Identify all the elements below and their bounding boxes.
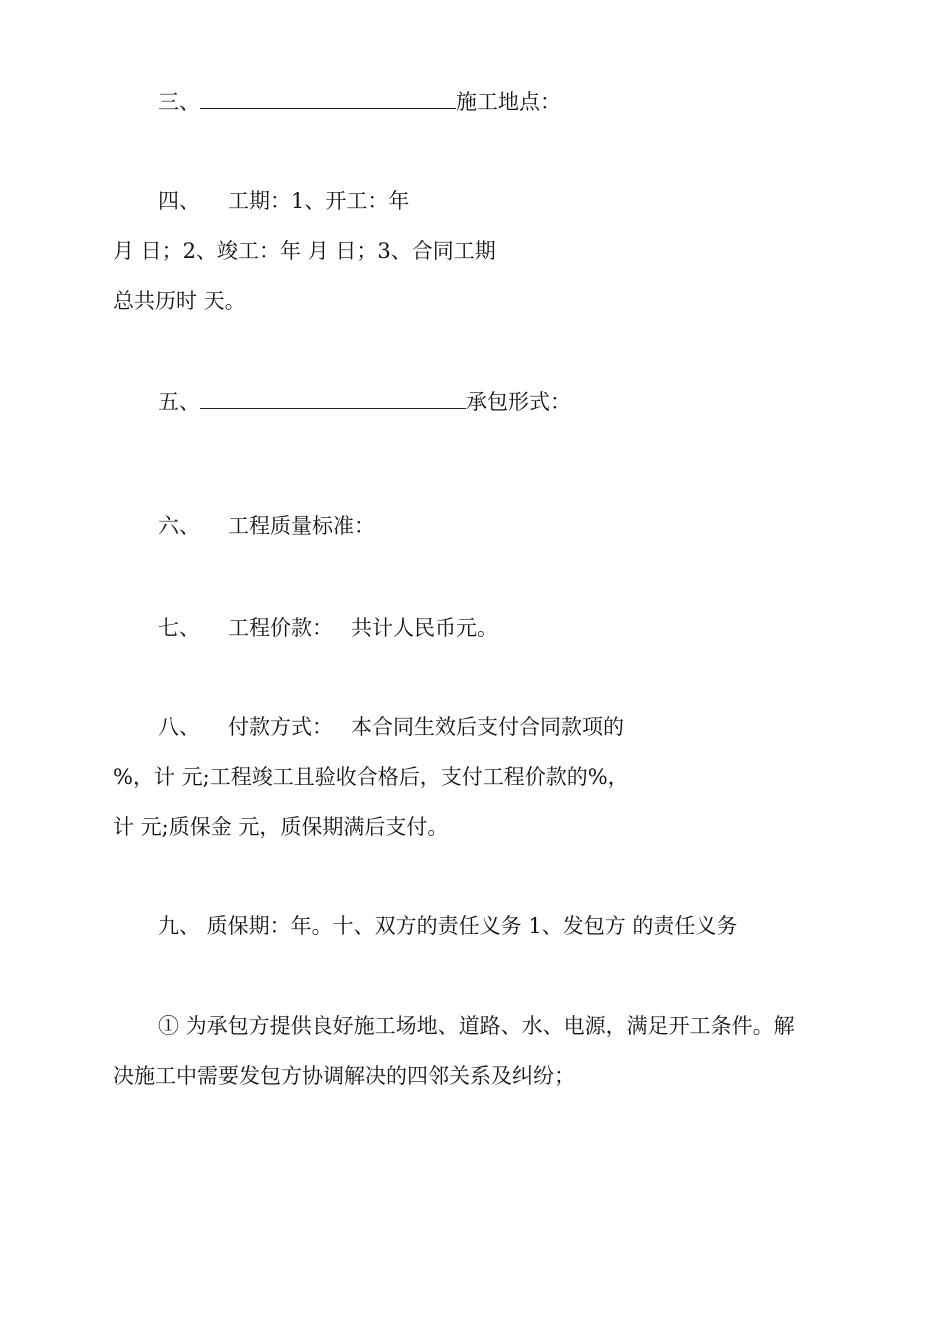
section-3-number: 三、	[158, 90, 200, 114]
section-4-number: 四、	[158, 189, 200, 213]
section-7-text: 共计人民币元。	[351, 616, 498, 640]
section-5-blank	[200, 388, 466, 409]
section-8-number: 八、	[158, 715, 200, 739]
section-6-line	[158, 512, 375, 540]
section-7-line	[158, 614, 498, 642]
section-5-line	[158, 388, 571, 416]
section-4-line-2: 月 日；2、竣工：年 月 日；3、合同工期	[113, 239, 496, 263]
item-1-line-1: ① 为承包方提供良好施工场地、道路、水、电源，满足开工条件。解	[158, 1014, 795, 1038]
section-8-line-1	[158, 713, 624, 741]
section-8-label: 付款方式：	[228, 715, 333, 739]
section-9-line: 九、 质保期：年。十、双方的责任义务 1、发包方 的责任义务	[158, 914, 738, 938]
item-1-line-2: 决施工中需要发包方协调解决的四邻关系及纠纷；	[113, 1064, 575, 1088]
section-3-label: 施工地点：	[456, 90, 561, 114]
section-3-line	[158, 88, 561, 116]
section-6-number: 六、	[158, 514, 200, 538]
section-6-label: 工程质量标准：	[228, 514, 375, 538]
section-8-line-3: 计 元;质保金 元，质保期满后支付。	[113, 815, 449, 839]
section-8-text-1: 本合同生效后支付合同款项的	[351, 715, 624, 739]
section-7-label: 工程价款：	[228, 616, 333, 640]
section-8-line-2: %，计 元;工程竣工且验收合格后，支付工程价款的%，	[113, 765, 629, 789]
section-7-number: 七、	[158, 616, 200, 640]
section-5-label: 承包形式：	[466, 390, 571, 414]
section-4-line-3: 总共历时 天。	[113, 289, 246, 313]
section-5-number: 五、	[158, 390, 200, 414]
section-4-line-1	[158, 187, 409, 215]
section-4-text-1: 工期：1、开工：年	[228, 189, 410, 213]
section-3-blank	[200, 88, 456, 109]
